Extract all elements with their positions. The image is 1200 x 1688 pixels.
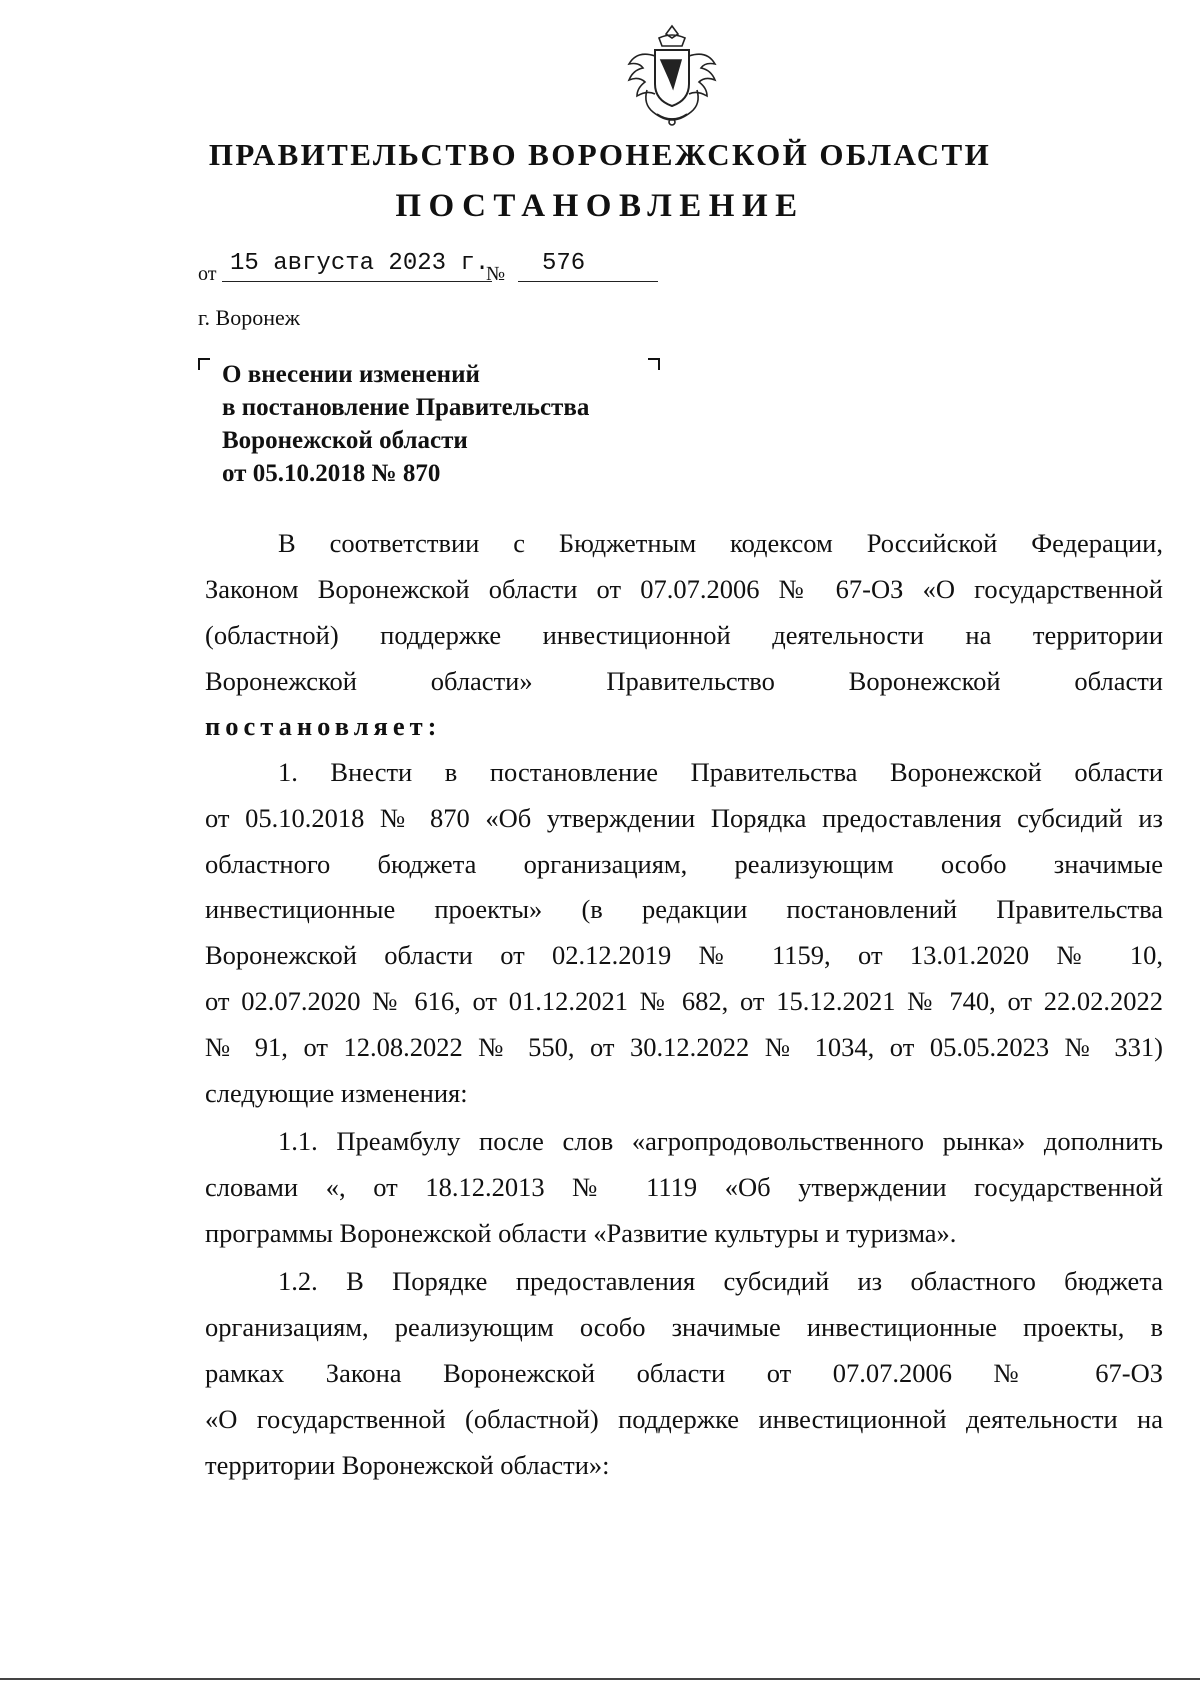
document-number: 576 (518, 247, 658, 282)
document-type: ПОСТАНОВЛЕНИЕ (395, 188, 805, 224)
body-line: рамках Закона Воронежской области от 07.07.2006 № 67-ОЗ (205, 1358, 1163, 1388)
body-line: 1. Внести в постановление Правительства Воронежской области (278, 757, 1163, 787)
body-line: (областной) поддержке инвестиционной деятельности на территории (205, 620, 1163, 650)
subject-line: в постановление Правительства (222, 394, 590, 421)
body-line: Воронежской области» Правительство Воронежской области (205, 666, 1163, 696)
body-line: № 91, от 12.08.2022 № 550, от 30.12.2022 № 1034, от 05.05.2023 № 331) (205, 1032, 1163, 1062)
subject-line: О внесении изменений (222, 361, 480, 388)
document-subject (222, 358, 589, 490)
date-number-row (198, 247, 668, 287)
body-line: от 05.10.2018 № 870 «Об утверждении Порядка предоставления субсидий из (205, 803, 1163, 833)
body-line: территории Воронежской области»: (205, 1450, 610, 1480)
organization-title: ПРАВИТЕЛЬСТВО ВОРОНЕЖСКОЙ ОБЛАСТИ (208, 137, 992, 172)
body-line: 1.2. В Порядке предоставления субсидий из областного бюджета (278, 1266, 1163, 1296)
number-prefix: № (486, 263, 506, 285)
body-line: Воронежской области от 02.12.2019 № 1159, от 13.01.2020 № 10, (205, 940, 1163, 970)
body-line: В соответствии с Бюджетным кодексом Российской Федерации, (278, 528, 1163, 558)
body-line: от 02.07.2020 № 616, от 01.12.2021 № 682, от 15.12.2021 № 740, от 22.02.2022 (205, 986, 1163, 1016)
subject-bracket-left (198, 358, 210, 370)
body-line: Законом Воронежской области от 07.07.2006 № 67-ОЗ «О государственной (205, 574, 1163, 604)
coat-of-arms-icon (617, 20, 727, 130)
body-line: программы Воронежской области «Развитие культуры и туризма». (205, 1218, 957, 1248)
body-line: областного бюджета организациям, реализующим особо значимые (205, 849, 1163, 879)
body-line: инвестиционные проекты» (в редакции постановлений Правительства (205, 894, 1163, 924)
document-date: 15 августа 2023 г. (222, 247, 492, 282)
scan-edge-line (0, 1678, 1200, 1680)
body-line: организациям, реализующим особо значимые инвестиционные проекты, в (205, 1312, 1163, 1342)
subject-line: Воронежской области (222, 427, 468, 454)
body-line: 1.1. Преамбулу после слов «агропродовольственного рынка» дополнить (278, 1126, 1163, 1156)
body-line-resolves: постановляет: (205, 711, 442, 741)
body-line: «О государственной (областной) поддержке инвестиционной деятельности на (205, 1404, 1163, 1434)
subject-line: от 05.10.2018 № 870 (222, 460, 441, 487)
subject-bracket-right (648, 358, 660, 370)
date-prefix: от (198, 263, 217, 285)
city: г. Воронеж (198, 305, 300, 330)
body-line: словами «, от 18.12.2013 № 1119 «Об утверждении государственной (205, 1172, 1163, 1202)
body-line: следующие изменения: (205, 1078, 468, 1108)
